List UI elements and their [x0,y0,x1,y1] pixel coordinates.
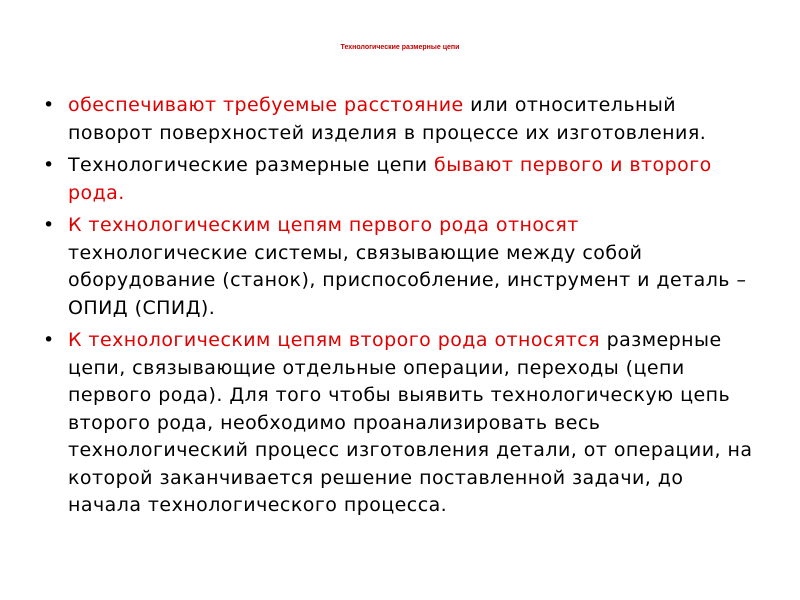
bullet-2-highlight: бывают первого и второго рода. [68,154,712,204]
bullet-marker: • [43,94,55,116]
bullet-3-highlight: К технологическим цепям первого рода относят [68,214,579,236]
bullet-list [43,92,758,525]
bullet-4-text: размерные цепи, связывающие отдельные операции, переходы (цепи первого рода). Для того чтобы выявить технологическую цепь второго рода, необходимо проанализировать весь технологический процесс изготовления детали, от операции, на которой заканчивается решение поставленной задачи, до начала технологического процесса. [68,329,753,516]
bullet-marker: • [43,214,55,236]
bullet-1-highlight: обеспечивают требуемые расстояние [68,94,464,116]
bullet-item-4 [43,327,758,520]
bullet-marker: • [43,329,55,351]
bullet-2-text: Технологические размерные цепи [68,154,435,176]
bullet-3-text: технологические системы, связывающие между собой оборудование (станок), приспособление, инструмент и деталь – ОПИД (СПИД). [68,241,747,319]
bullet-item-1 [43,92,758,147]
bullet-marker: • [43,154,55,176]
bullet-1-text: или относительный поворот поверхностей изделия в процессе их изготовления. [68,94,707,144]
bullet-item-2 [43,152,758,207]
bullet-item-3 [43,212,758,322]
bullet-4-highlight: К технологическим цепям второго рода относятся [68,329,601,351]
slide-title: Технологические размерные цепи [340,44,460,51]
